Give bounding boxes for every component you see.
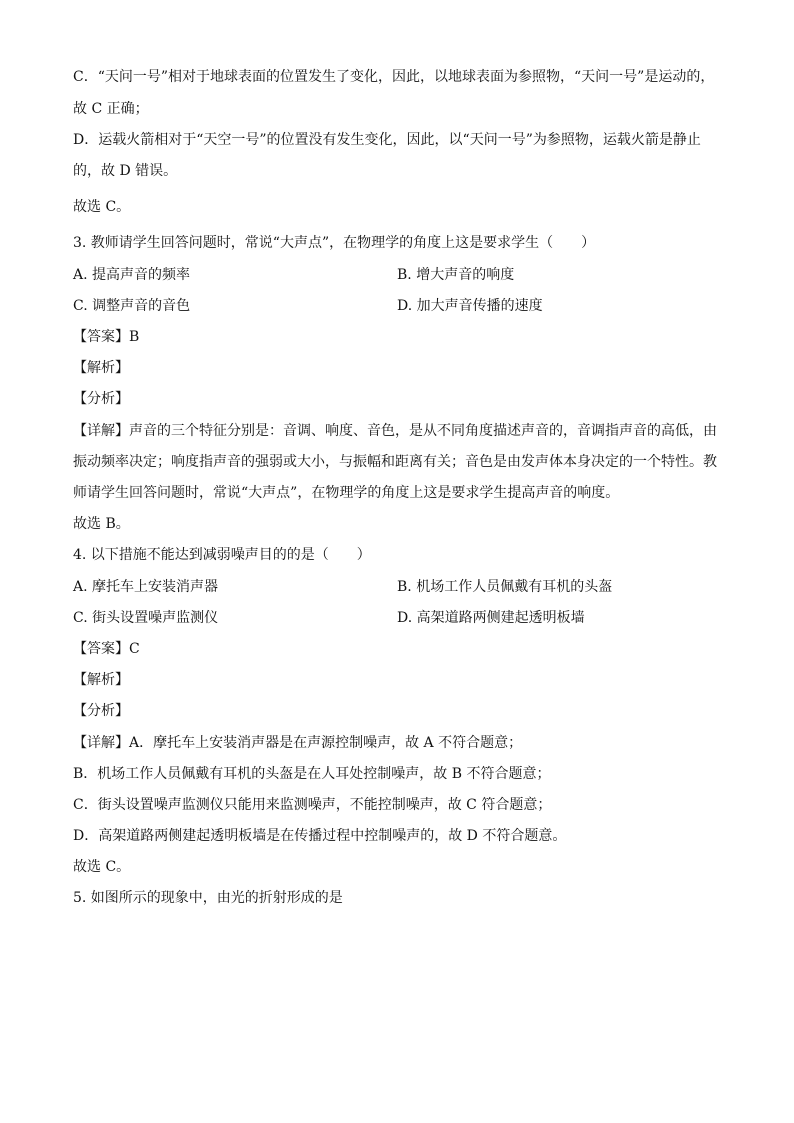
q4-detail-c: C．街头设置噪声监测仪只能用来监测噪声，不能控制噪声，故 C 符合题意； [73, 797, 552, 813]
q4-detail-b: B．机场工作人员佩戴有耳机的头盔是在人耳处控制噪声，故 B 不符合题意； [73, 766, 551, 782]
q3-stem: 3. 教师请学生回答问题时，常说“大声点”，在物理学的角度上这是要求学生（ ） [73, 235, 596, 251]
q3-option-b: B. 增大声音的响度 [397, 267, 515, 283]
q3-option-c: C. 调整声音的音色 [73, 298, 191, 314]
q4-detail-a: 【详解】A．摩托车上安装消声器是在声源控制噪声，故 A 不符合题意； [73, 735, 523, 751]
q3-analysis-label: 【解析】 [73, 360, 129, 376]
option-d-explanation-line1: D．运载火箭相对于“天空一号”的位置没有发生变化，因此，以“天问一号”为参照物，运载火箭是静止 [73, 132, 701, 148]
q4-detail-d: D．高架道路两侧建起透明板墙是在传播过程中控制噪声的，故 D 不符合题意。 [73, 828, 567, 844]
option-c-explanation-line2: 故 C 正确； [73, 101, 149, 117]
q3-answer: 【答案】B [73, 329, 140, 345]
q3-detail-line1: 【详解】声音的三个特征分别是：音调、响度、音色，是从不同角度描述声音的，音调指声音的高低，由 [73, 423, 717, 439]
q3-option-d: D. 加大声音传播的速度 [397, 298, 543, 314]
q3-option-a: A. 提高声音的频率 [73, 267, 191, 283]
q3-detail-line3: 师请学生回答问题时，常说“大声点”，在物理学的角度上这是要求学生提高声音的响度。 [73, 485, 620, 501]
q4-option-b: B. 机场工作人员佩戴有耳机的头盔 [397, 579, 613, 595]
q4-option-a: A. 摩托车上安装消声器 [73, 579, 219, 595]
q4-answer: 【答案】C [73, 641, 140, 657]
option-c-explanation-line1: C．“天问一号”相对于地球表面的位置发生了变化，因此，以地球表面为参照物，“天问一号”是运动的， [73, 69, 715, 85]
q4-option-c: C. 街头设置噪声监测仪 [73, 610, 219, 626]
q5-stem: 5. 如图所示的现象中，由光的折射形成的是 [73, 890, 343, 906]
q4-option-d: D. 高架道路两侧建起透明板墙 [397, 610, 585, 626]
q4-analysis-label: 【解析】 [73, 672, 129, 688]
q3-detail-line2: 振动频率决定；响度指声音的强弱或大小，与振幅和距离有关；音色是由发声体本身决定的一个特性。教 [73, 454, 717, 470]
q3-fenxi-label: 【分析】 [73, 391, 129, 407]
q4-fenxi-label: 【分析】 [73, 703, 129, 719]
q2-conclusion: 故选 C。 [73, 199, 131, 215]
q3-conclusion: 故选 B。 [73, 516, 130, 532]
q4-stem: 4. 以下措施不能达到减弱噪声目的的是（ ） [73, 547, 371, 563]
q4-conclusion: 故选 C。 [73, 859, 131, 875]
option-d-explanation-line2: 的，故 D 错误。 [73, 163, 178, 179]
